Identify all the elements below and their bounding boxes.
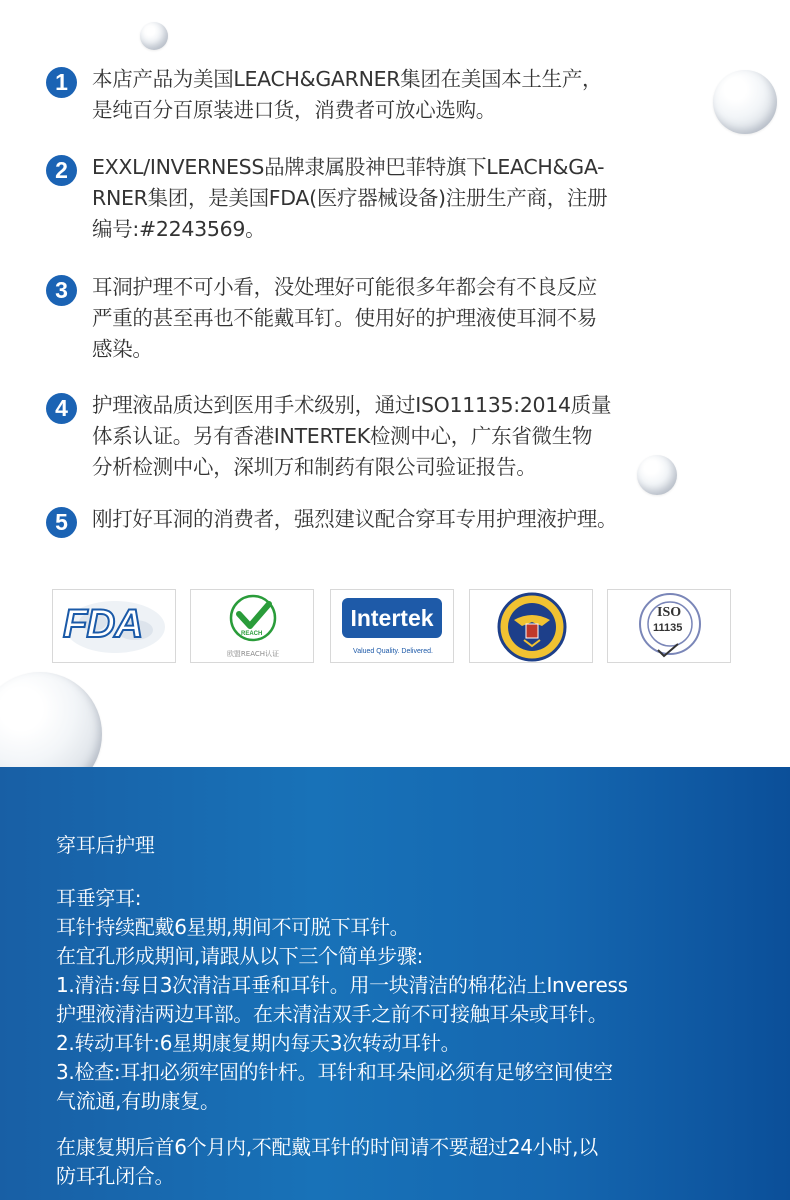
care-note bbox=[56, 1133, 746, 1191]
sec-seal-logo bbox=[469, 589, 593, 663]
text-line: 在康复期后首6个月内,不配戴耳针的时间请不要超过24小时,以 bbox=[56, 1135, 598, 1159]
text-line: 刚打好耳洞的消费者，强烈建议配合穿耳专用护理液护理。 bbox=[92, 507, 618, 531]
iso-label: ISO bbox=[657, 605, 682, 620]
text-line: 气流通,有助康复。 bbox=[56, 1089, 220, 1113]
text-line: EXXL/INVERNESS品牌隶属股神巴菲特旗下LEACH&GA- bbox=[92, 155, 605, 179]
info-item-text bbox=[92, 272, 732, 365]
number-badge: 1 bbox=[46, 67, 77, 98]
care-instructions bbox=[56, 884, 746, 1116]
fda-logo bbox=[52, 589, 176, 663]
text-line: 严重的甚至再也不能戴耳钉。使用好的护理液使耳洞不易 bbox=[92, 306, 597, 330]
reach-label: REACH bbox=[241, 631, 263, 637]
info-item-text bbox=[92, 152, 732, 245]
info-item-text bbox=[92, 390, 732, 483]
water-bubble-decoration bbox=[140, 22, 168, 50]
number-badge: 3 bbox=[46, 275, 77, 306]
text-line: 耳洞护理不可小看，没处理好可能很多年都会有不良反应 bbox=[92, 275, 597, 299]
reach-logo bbox=[190, 589, 314, 663]
number-badge: 4 bbox=[46, 393, 77, 424]
text-line: 在宜孔形成期间,请跟从以下三个简单步骤: bbox=[56, 944, 424, 968]
text-line: 分析检测中心，深圳万和制药有限公司验证报告。 bbox=[92, 455, 537, 479]
iso-logo bbox=[607, 589, 731, 663]
text-line: 是纯百分百原装进口货，消费者可放心选购。 bbox=[92, 98, 496, 122]
text-line: 感染。 bbox=[92, 337, 153, 361]
text-line: 体系认证。另有香港INTERTEK检测中心，广东省微生物 bbox=[92, 424, 593, 448]
eagle-seal-icon bbox=[470, 590, 594, 664]
reach-check-icon bbox=[191, 590, 315, 648]
number-badge: 2 bbox=[46, 155, 77, 186]
intertek-logo bbox=[330, 589, 454, 663]
text-line: 护理液清洁两边耳部。在未清洁双手之前不可接触耳朵或耳针。 bbox=[56, 1002, 608, 1026]
iso-number: 11135 bbox=[653, 622, 683, 634]
care-title: 穿耳后护理 bbox=[56, 833, 155, 857]
number-badge: 5 bbox=[46, 507, 77, 538]
reach-caption: 欧盟REACH认证 bbox=[226, 650, 280, 658]
text-line: 防耳孔闭合。 bbox=[56, 1164, 175, 1188]
intertek-tagline: Valued Quality. Delivered. bbox=[353, 648, 433, 655]
text-line: 护理液品质达到医用手术级别，通过ISO11135:2014质量 bbox=[92, 393, 612, 417]
text-line: 本店产品为美国LEACH&GARNER集团在美国本土生产， bbox=[92, 67, 603, 91]
text-line: 1.清洁:每日3次清洁耳垂和耳针。用一块清洁的棉花沾上Inveress bbox=[56, 973, 628, 997]
text-line: 耳垂穿耳: bbox=[56, 886, 142, 910]
info-item-text bbox=[92, 504, 762, 535]
text-line: RNER集团，是美国FDA(医疗器械设备)注册生产商，注册 bbox=[92, 186, 608, 210]
intertek-wordmark: Intertek bbox=[342, 598, 442, 638]
text-line: 3.检查:耳扣必须牢固的针杆。耳针和耳朵间必须有足够空间使空 bbox=[56, 1060, 613, 1084]
info-item-text bbox=[92, 64, 732, 126]
text-line: 编号:#2243569。 bbox=[92, 217, 266, 241]
text-line: 2.转动耳针:6星期康复期内每天3次转动耳针。 bbox=[56, 1031, 461, 1055]
fda-wordmark: FDA bbox=[63, 602, 143, 646]
water-bubble-decoration bbox=[0, 672, 102, 767]
text-line: 耳针持续配戴6星期,期间不可脱下耳针。 bbox=[56, 915, 410, 939]
